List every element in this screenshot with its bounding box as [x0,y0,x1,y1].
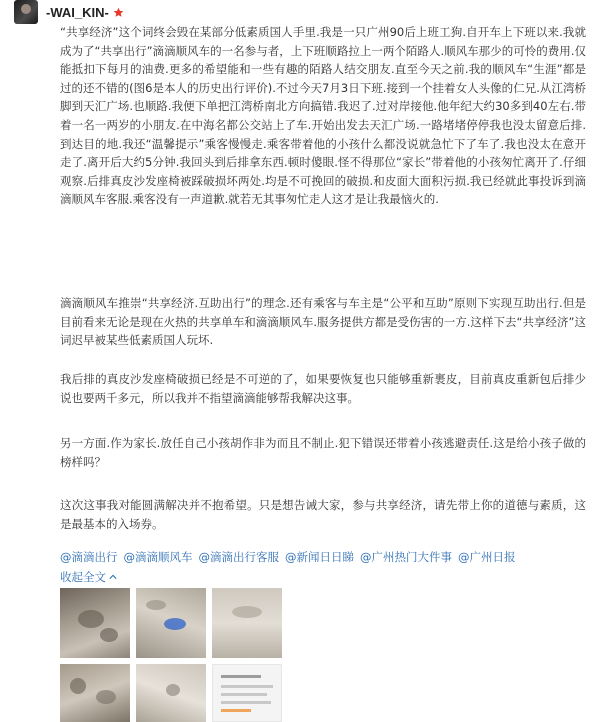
mention-tag[interactable]: @广州热门大件事 [360,550,452,564]
photo-thumbnail[interactable] [136,664,206,722]
collapse-label: 收起全文 [60,570,106,584]
post-paragraph: 滴滴顺风车推崇“共享经济.互助出行”的理念.还有乘客与车主是“公平和互助”原则下实现互助出行.但是目前看来无论是现在火热的共享单车和滴滴顺风车.服务提供方都是受伤害的一方.这样下去“共享经济”这词迟早被某些低素质国人玩坏. [60,296,586,348]
post-paragraph: 另一方面.作为家长.放任自己小孩胡作非为而且不制止.犯下错误还带着小孩逃避责任.这是给小孩子做的榜样吗？ [60,436,586,469]
mention-tag[interactable]: @滴滴顺风车 [123,550,193,564]
post-paragraph: 这次这事我对能圆满解决并不抱希望。只是想告诫大家，参与共享经济，请先带上你的道德与素质，这是最基本的入场券。 [60,498,586,531]
post-paragraph: “共享经济”这个词终会毁在某部分低素质国人手里.我是一只广州90后上班工狗.自开车上下班以来.我就成为了“共享出行”滴滴顺风车的一名参与者，上下班顺路拉上一两个陌路人.顺风车那少的可怜的费用.仅能抵扣下每月的油费.更多的希望能和一些有趣的陌路人结交朋友.直至今天之前.我的顺风车“生涯”都是过的还不错的(图6是本人的历史出行评价).不过今天7月3日下班.接到一个挂着女人头像的仁兄.从江湾桥脚到天汇广场.也顺路.我便下单把江湾桥南北方向搞错.我迟了.过对岸接他.他年纪大约30多到40左右.带着一名一两岁的小朋友.在中海名都公交站上了车.开始出发去天汇广场.一路堵堵停停我也没太留意后排.到达目的地.我还“温馨提示”乘客慢慢走.乘客带着他的小孩什么都没说就急忙下了车了.我也没太在意开走了.离开后大约5分钟.我回头到后排拿东西.顿时傻眼.怪不得那位“家长”带着他的小孩匆忙离开了.仔细观察.后排真皮沙发座椅被踩破损坏两处.均是不可挽回的破损.和皮面大面积污损.我已经就此事投诉到滴滴顺风车客服.乘客没有一声道歉.就若无其事匆忙走人这才是让我最恼火的. [60,25,586,207]
photo-thumbnail[interactable] [136,588,206,658]
photo-thumbnail[interactable] [212,588,282,658]
photo-thumbnail[interactable] [60,588,130,658]
username[interactable]: -WAI_KIN- [46,4,109,20]
photo-thumbnail[interactable] [60,664,130,722]
avatar[interactable] [14,0,38,24]
chevron-up-icon [109,573,117,581]
mention-tag[interactable]: @新闻日日睇 [285,550,354,564]
post-header [14,0,124,24]
mention-tag[interactable]: @滴滴出行客服 [198,550,279,564]
mention-tag[interactable]: @滴滴出行 [60,550,118,564]
mention-tag[interactable]: @广州日报 [458,550,516,564]
mention-tags [60,549,516,565]
post-paragraph: 我后排的真皮沙发座椅破损已经是不可逆的了，如果要恢复也只能够重新裹皮，目前真皮重新包后排少说也要两千多元，所以我并不指望滴滴能够帮我解决这事。 [60,372,586,405]
photo-thumbnail[interactable] [212,664,282,722]
star-badge-icon [113,7,124,18]
collapse-text-link[interactable] [60,569,117,585]
